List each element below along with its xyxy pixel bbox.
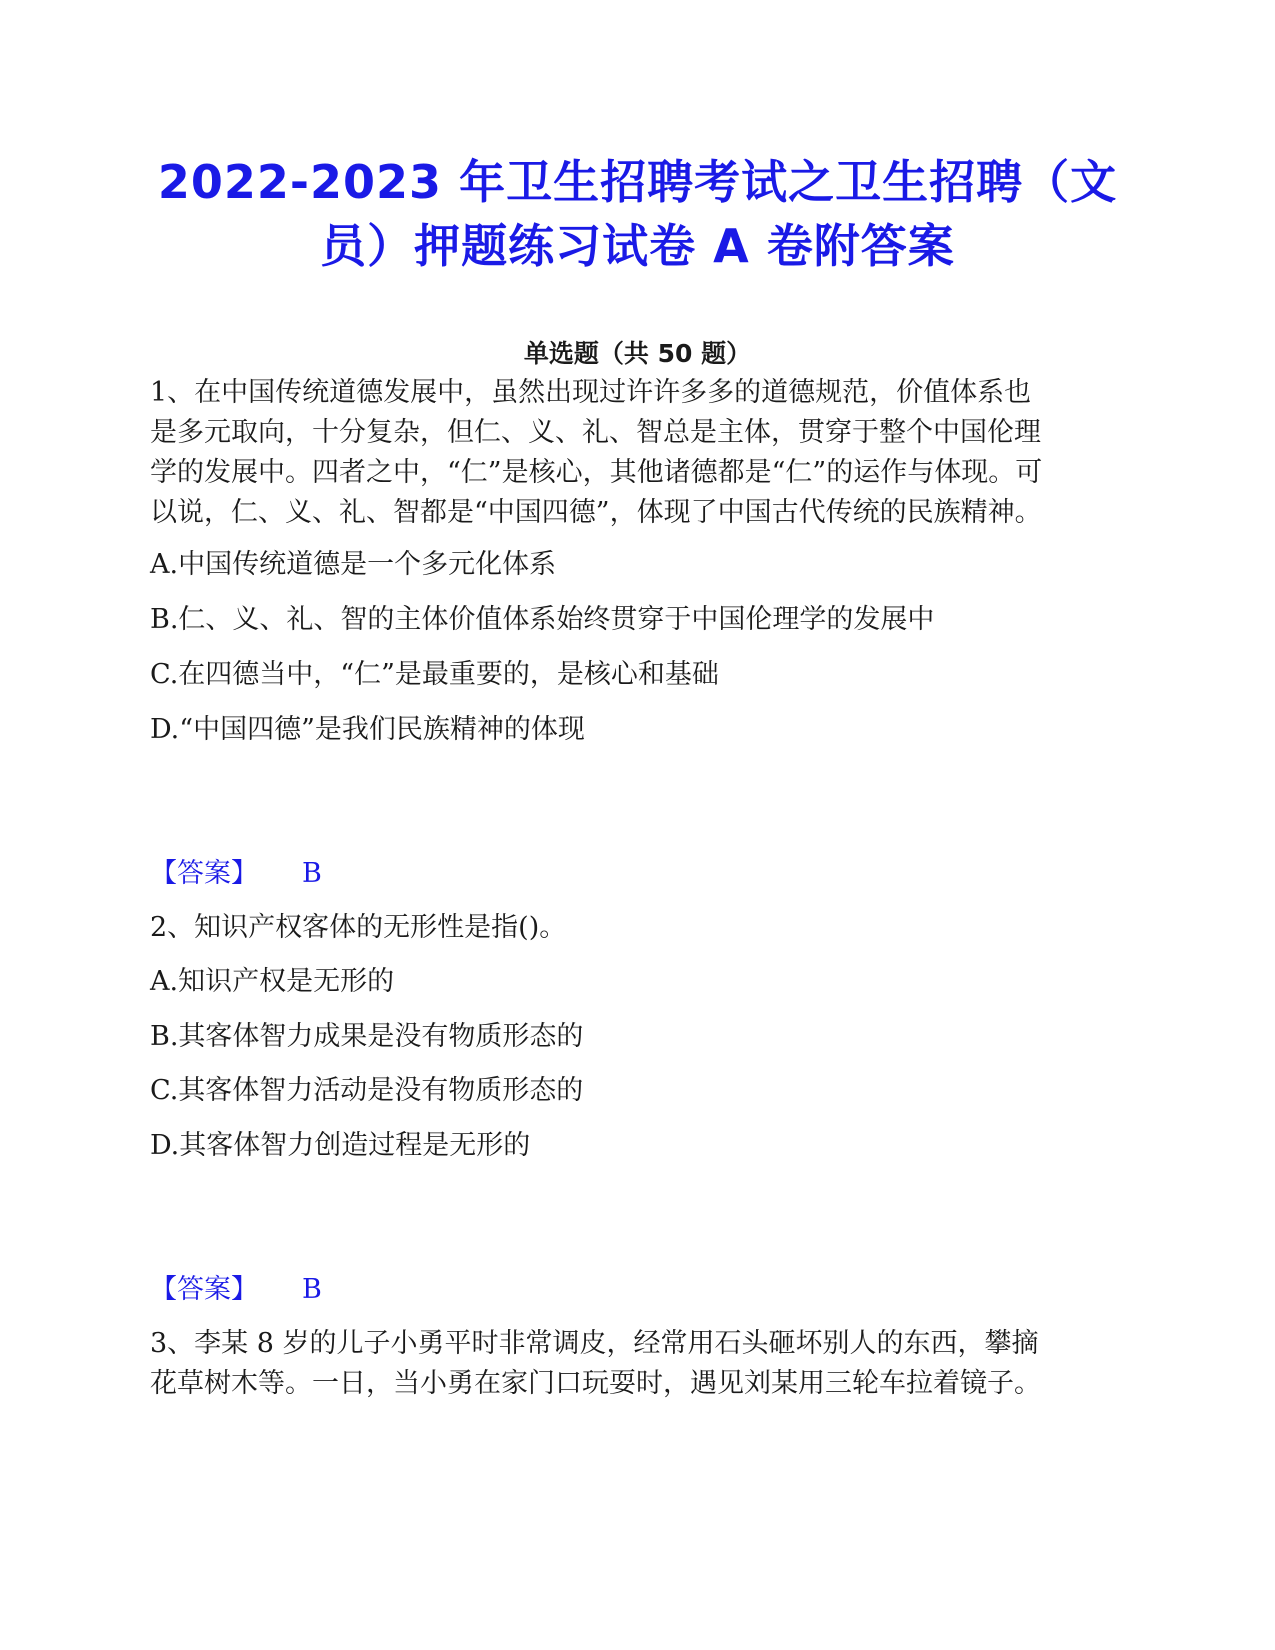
question-2-stem: 2、知识产权客体的无形性是指()。 <box>150 912 567 943</box>
question-1-stem-line: 1、在中国传统道德发展中，虽然出现过许许多多的道德规范，价值体系也 <box>150 377 1032 408</box>
answer-value: B <box>302 858 322 889</box>
answer-label: 【答案】 <box>150 858 258 889</box>
question-1-stem <box>150 373 1130 533</box>
question-2-option-b: B.其客体智力成果是没有物质形态的 <box>150 1021 584 1052</box>
question-3-stem-line: 3、李某 8 岁的儿子小勇平时非常调皮，经常用石头砸坏别人的东西，攀摘 <box>150 1328 1039 1359</box>
question-3-stem-line: 花草树木等。一日，当小勇在家门口玩耍时，遇见刘某用三轮车拉着镜子。 <box>150 1368 1041 1399</box>
question-1-option-a: A.中国传统道德是一个多元化体系 <box>150 549 557 580</box>
question-3-stem <box>150 1324 1130 1404</box>
answer-value: B <box>302 1274 322 1305</box>
question-1-stem-line: 是多元取向，十分复杂，但仁、义、礼、智总是主体，贯穿于整个中国伦理 <box>150 417 1041 448</box>
question-2-answer <box>150 1270 322 1310</box>
answer-label: 【答案】 <box>150 1274 258 1305</box>
question-1-option-d: D.“中国四德”是我们民族精神的体现 <box>150 714 585 745</box>
question-2-option-c: C.其客体智力活动是没有物质形态的 <box>150 1075 584 1106</box>
question-2-option-d: D.其客体智力创造过程是无形的 <box>150 1130 531 1161</box>
question-2-option-a: A.知识产权是无形的 <box>150 966 395 997</box>
title-line-2: 员）押题练习试卷 A 卷附答案 <box>320 219 955 273</box>
section-heading: 单选题（共 50 题） <box>523 339 752 368</box>
question-1-answer <box>150 854 322 894</box>
question-1-option-b: B.仁、义、礼、智的主体价值体系始终贯穿于中国伦理学的发展中 <box>150 604 935 635</box>
question-1-stem-line: 以说，仁、义、礼、智都是“中国四德”，体现了中国古代传统的民族精神。 <box>150 497 1042 528</box>
title-line-1: 2022-2023 年卫生招聘考试之卫生招聘（文 <box>157 155 1118 209</box>
document-title <box>100 150 1175 278</box>
question-1-option-c: C.在四德当中，“仁”是最重要的，是核心和基础 <box>150 659 719 690</box>
question-1-stem-line: 学的发展中。四者之中，“仁”是核心，其他诸德都是“仁”的运作与体现。可 <box>150 457 1043 488</box>
